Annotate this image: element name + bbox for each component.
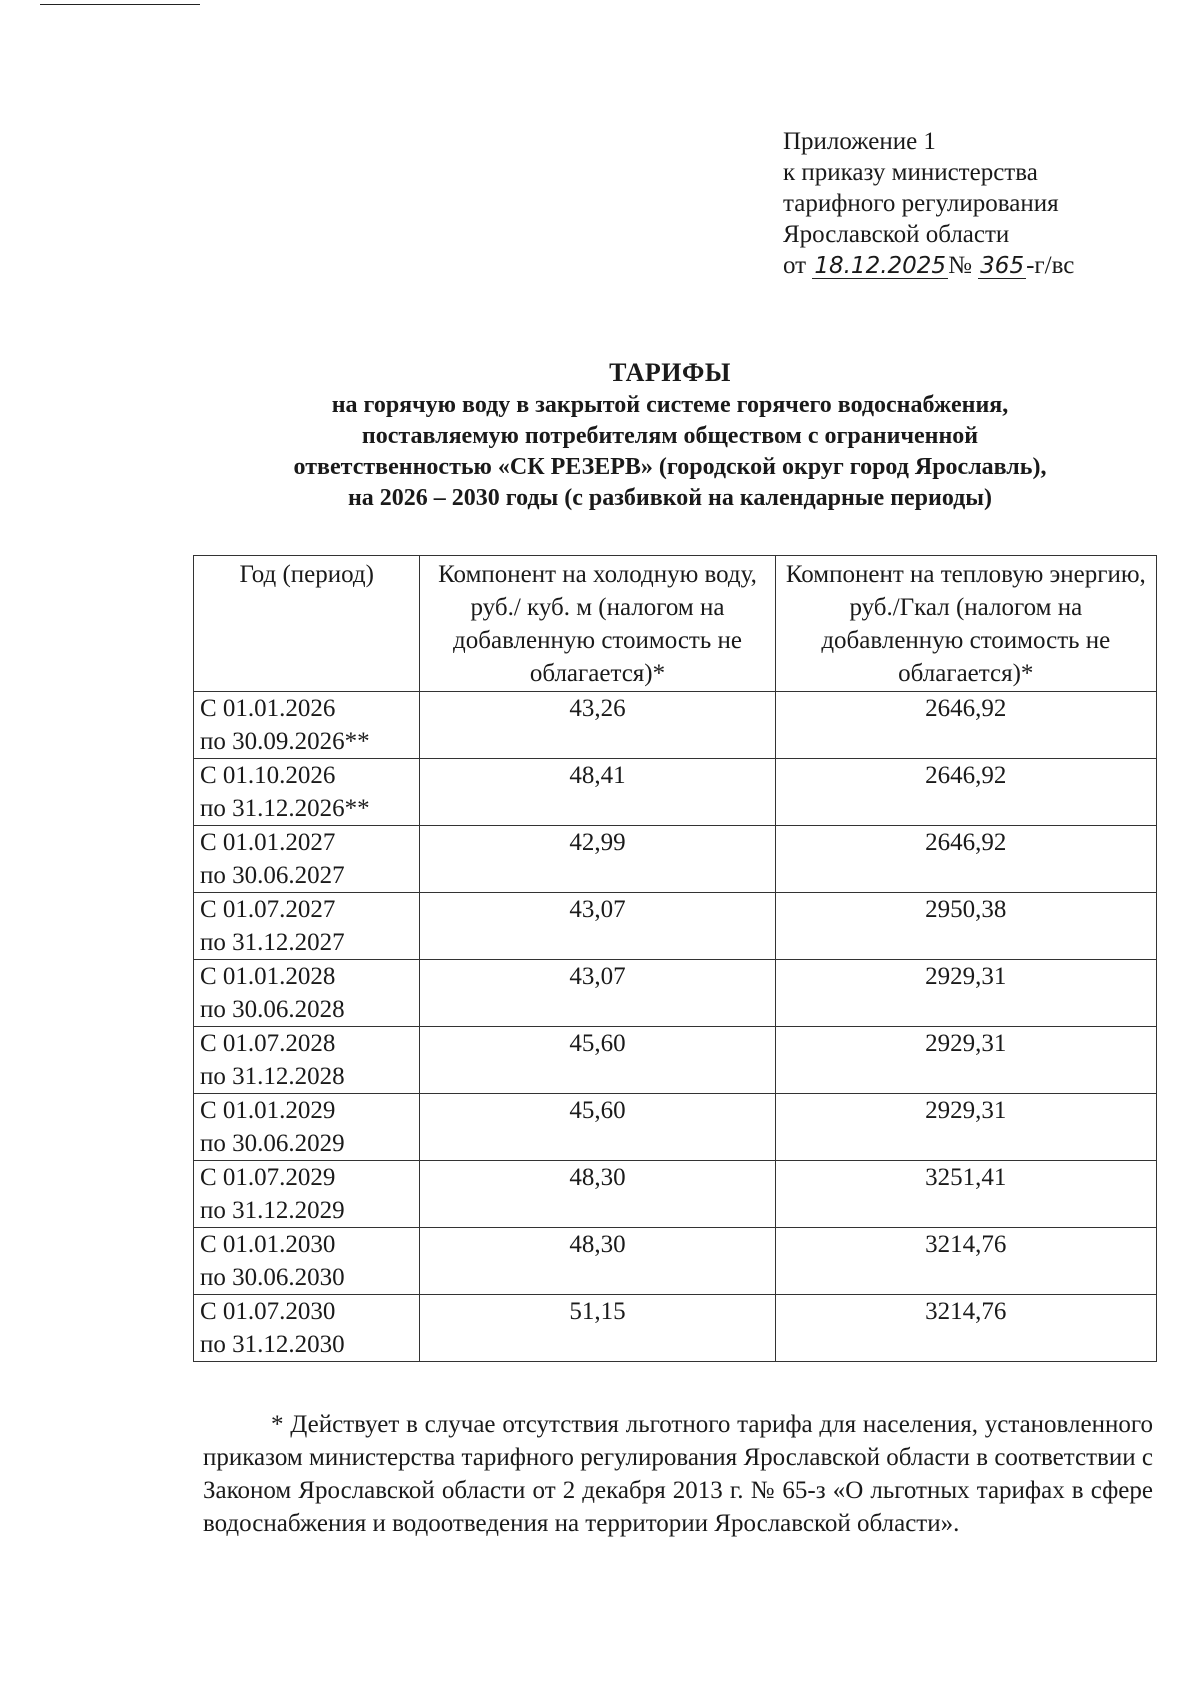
header-heat-energy: Компонент на тепловую энергию, руб./Гкал (налогом на добавленную стоимость не облагается)* (775, 556, 1156, 692)
heat-cell: 3214,76 (775, 1295, 1156, 1362)
period-cell: С 01.10.2026 по 31.12.2026** (194, 759, 420, 826)
cold-water-cell: 43,26 (420, 692, 775, 759)
period-cell: С 01.01.2030 по 30.06.2030 (194, 1228, 420, 1295)
handwritten-date: 18.12.2025 (814, 253, 947, 279)
heat-cell: 2929,31 (775, 1094, 1156, 1161)
heat-cell: 3214,76 (775, 1228, 1156, 1295)
footnote: * Действует в случае отсутствия льготного тарифа для населения, установленного приказом министерства тарифного регулирования Ярославской области в соответствии с Законом Ярославской области от 2 декабря 2013 г. № 65-з «О льготных тарифах в сфере водоснабжения и водоотведения на территории Ярославской области». (203, 1411, 1153, 1537)
cold-water-cell: 48,41 (420, 759, 775, 826)
title-subtitle (190, 390, 1150, 514)
title-main: ТАРИФЫ (609, 358, 731, 387)
appendix-line: тарифного регулирования (783, 190, 1059, 217)
title-line: на 2026 – 2030 годы (с разбивкой на календарные периоды) (347, 485, 993, 511)
heat-cell: 2929,31 (775, 960, 1156, 1027)
heat-cell: 2646,92 (775, 826, 1156, 893)
header-cold-water: Компонент на холодную воду, руб./ куб. м (налогом на добавленную стоимость не облагается)* (420, 556, 775, 692)
cold-water-cell: 45,60 (420, 1027, 775, 1094)
cold-water-cell: 48,30 (420, 1161, 775, 1228)
table-row (194, 893, 1157, 960)
cold-water-cell: 48,30 (420, 1228, 775, 1295)
table-row (194, 1228, 1157, 1295)
heat-cell: 2929,31 (775, 1027, 1156, 1094)
tariffs-table (193, 555, 1157, 1362)
period-cell: С 01.01.2029 по 30.06.2029 (194, 1094, 420, 1161)
table-row (194, 1094, 1157, 1161)
cold-water-cell: 43,07 (420, 893, 775, 960)
period-cell: С 01.07.2029 по 31.12.2029 (194, 1161, 420, 1228)
top-rule (40, 4, 200, 5)
date-prefix: от (783, 252, 807, 279)
document-title (190, 356, 1150, 514)
table-row (194, 1161, 1157, 1228)
heat-cell: 2646,92 (775, 692, 1156, 759)
appendix-line: к приказу министерства (783, 159, 1038, 186)
cold-water-cell: 51,15 (420, 1295, 775, 1362)
appendix-line: Приложение 1 (783, 128, 936, 155)
heat-cell: 3251,41 (775, 1161, 1156, 1228)
appendix-block (783, 126, 1074, 281)
title-line: поставляемую потребителям обществом с ограниченной (361, 423, 979, 449)
table-row (194, 960, 1157, 1027)
period-cell: С 01.07.2028 по 31.12.2028 (194, 1027, 420, 1094)
cold-water-cell: 43,07 (420, 960, 775, 1027)
appendix-line: Ярославской области (783, 221, 1010, 248)
title-line: на горячую воду в закрытой системе горячего водоснабжения, (331, 392, 1009, 418)
cold-water-cell: 42,99 (420, 826, 775, 893)
period-cell: С 01.07.2030 по 31.12.2030 (194, 1295, 420, 1362)
table-row (194, 692, 1157, 759)
heat-cell: 2950,38 (775, 893, 1156, 960)
table-row (194, 826, 1157, 893)
period-cell: С 01.01.2028 по 30.06.2028 (194, 960, 420, 1027)
header-period: Год (период) (194, 556, 420, 692)
table-row (194, 1027, 1157, 1094)
handwritten-number: 365 (980, 253, 1025, 279)
number-sign: № (948, 252, 972, 279)
table-header-row (194, 556, 1157, 692)
cold-water-cell: 45,60 (420, 1094, 775, 1161)
period-cell: С 01.01.2027 по 30.06.2027 (194, 826, 420, 893)
period-cell: С 01.07.2027 по 31.12.2027 (194, 893, 420, 960)
heat-cell: 2646,92 (775, 759, 1156, 826)
appendix-date-line (783, 250, 1074, 281)
table-row (194, 1295, 1157, 1362)
period-cell: С 01.01.2026 по 30.09.2026** (194, 692, 420, 759)
table-row (194, 759, 1157, 826)
title-line: ответственностью «СК РЕЗЕРВ» (городской округ город Ярославль), (293, 454, 1047, 480)
number-suffix: -г/вс (1026, 252, 1075, 279)
